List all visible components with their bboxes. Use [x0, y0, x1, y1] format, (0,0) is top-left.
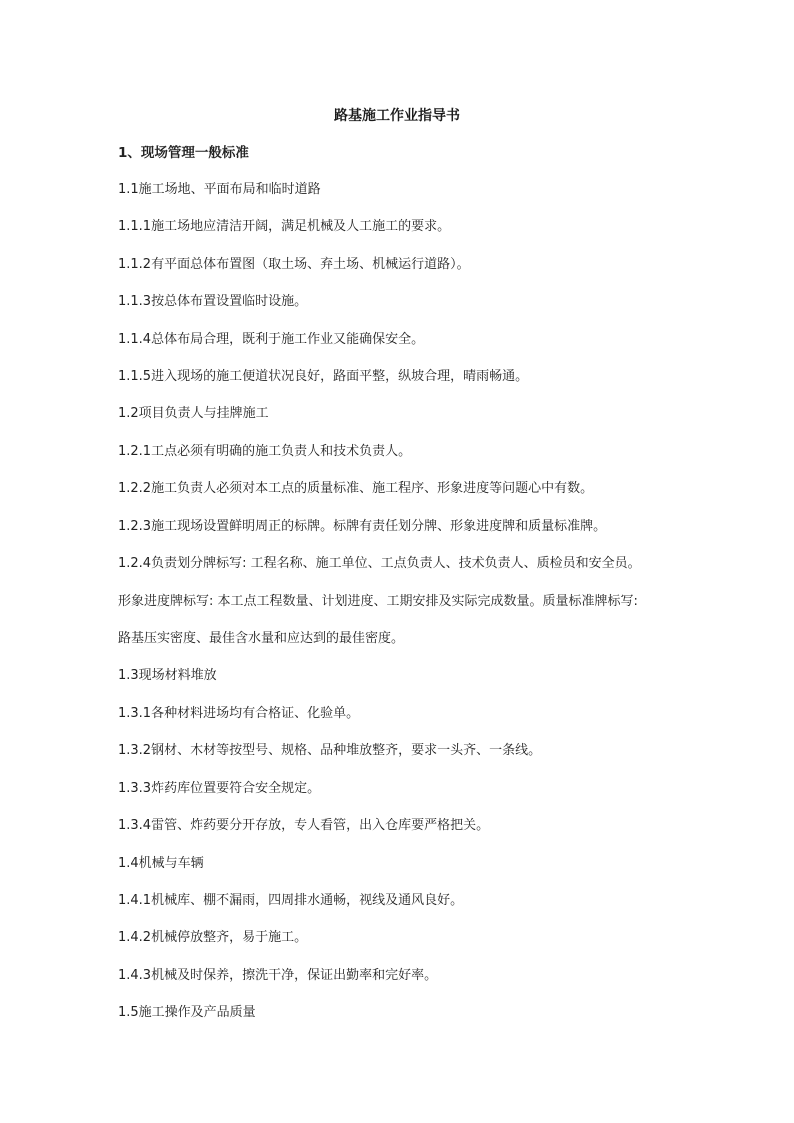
- paragraph-line: 1.1.1施工场地应清洁开阔，满足机械及人工施工的要求。: [118, 219, 451, 234]
- paragraph-line: 1.2.3施工现场设置鲜明周正的标牌。标牌有责任划分牌、形象进度牌和质量标准牌。: [118, 519, 607, 534]
- paragraph-line: 形象进度牌标写: 本工点工程数量、计划进度、工期安排及实际完成数量。质量标准牌标写:: [118, 594, 638, 609]
- paragraph-line: 1.4.2机械停放整齐，易于施工。: [118, 930, 308, 945]
- paragraph-line: 1.3.3炸药库位置要符合安全规定。: [118, 781, 321, 796]
- subsection-heading: 1.4机械与车辆: [118, 856, 204, 871]
- paragraph-line: 1.3.2钢材、木材等按型号、规格、品种堆放整齐，要求一头齐、一条线。: [118, 743, 542, 758]
- document-title: 路基施工作业指导书: [334, 108, 460, 124]
- paragraph-line: 1.2.4负责划分牌标写: 工程名称、施工单位、工点负责人、技术负责人、质检员和安全员。: [118, 556, 641, 571]
- paragraph-line: 1.3.1各种材料进场均有合格证、化验单。: [118, 706, 360, 721]
- paragraph-line: 1.2.1工点必须有明确的施工负责人和技术负责人。: [118, 444, 412, 459]
- paragraph-line: 1.1.5进入现场的施工便道状况良好，路面平整，纵坡合理，晴雨畅通。: [118, 369, 529, 384]
- paragraph-line: 1.4.3机械及时保养，擦洗干净，保证出勤率和完好率。: [118, 968, 438, 983]
- section-heading: 1、现场管理一般标准: [118, 145, 249, 161]
- paragraph-line: 1.1.4总体布局合理，既利于施工作业又能确保安全。: [118, 332, 425, 347]
- paragraph-line: 1.3.4雷管、炸药要分开存放，专人看管，出入仓库要严格把关。: [118, 818, 490, 833]
- paragraph-line: 1.1.2有平面总体布置图（取土场、弃土场、机械运行道路）。: [118, 257, 470, 272]
- paragraph-line: 路基压实密度、最佳含水量和应达到的最佳密度。: [118, 631, 405, 646]
- subsection-heading: 1.1施工场地、平面布局和临时道路: [118, 182, 321, 197]
- paragraph-line: 1.4.1机械库、棚不漏雨，四周排水通畅，视线及通风良好。: [118, 893, 464, 908]
- paragraph-line: 1.2.2施工负责人必须对本工点的质量标准、施工程序、形象进度等问题心中有数。: [118, 481, 594, 496]
- paragraph-line: 1.1.3按总体布置设置临时设施。: [118, 294, 308, 309]
- subsection-heading: 1.5施工操作及产品质量: [118, 1005, 256, 1020]
- subsection-heading: 1.3现场材料堆放: [118, 668, 217, 683]
- subsection-heading: 1.2项目负责人与挂牌施工: [118, 406, 269, 421]
